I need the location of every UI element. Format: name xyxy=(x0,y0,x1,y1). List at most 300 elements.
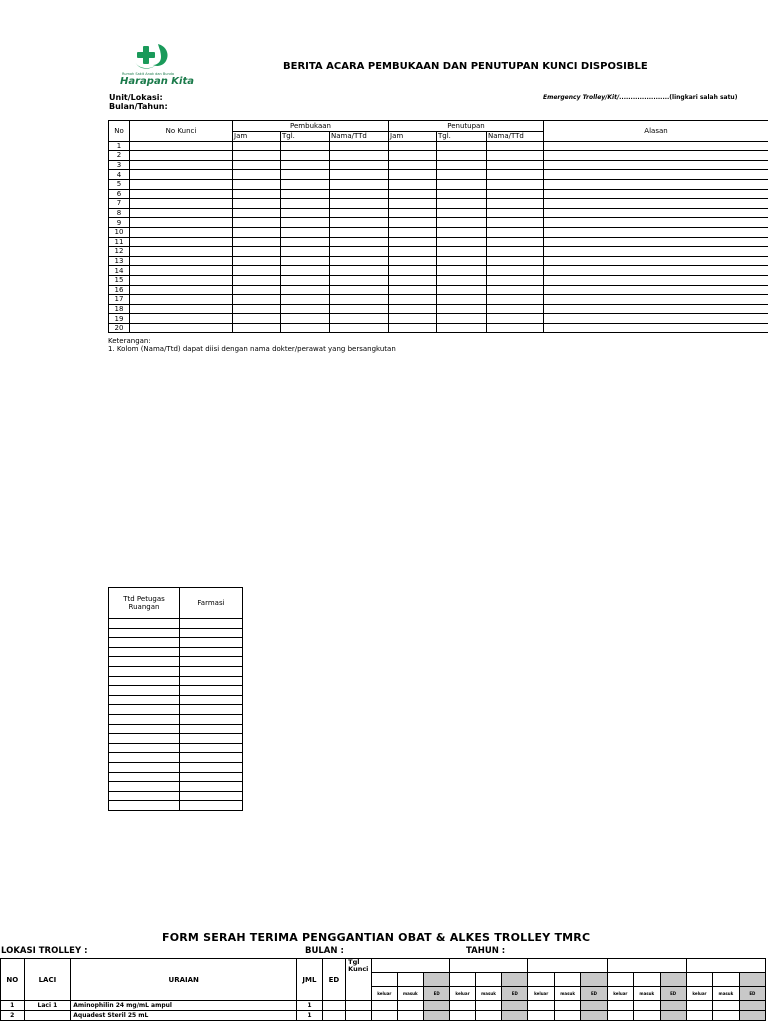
signature-row xyxy=(109,686,243,696)
unit-label: Unit/Lokasi: xyxy=(109,93,163,102)
logo-name: Harapan Kita xyxy=(120,76,195,87)
table-cell[interactable] xyxy=(330,295,389,305)
table-cell[interactable] xyxy=(233,247,281,257)
table-cell[interactable] xyxy=(389,304,437,314)
group-subheader-blank xyxy=(739,973,765,987)
signature-cell[interactable] xyxy=(180,666,243,676)
table-cell[interactable] xyxy=(130,141,233,151)
table-cell[interactable] xyxy=(346,1011,372,1021)
table-cell[interactable] xyxy=(544,199,768,209)
key-table-row xyxy=(109,208,768,218)
table-cell[interactable] xyxy=(389,189,437,199)
table-cell[interactable] xyxy=(130,295,233,305)
table-cell[interactable] xyxy=(330,247,389,257)
signature-row xyxy=(109,772,243,782)
table-cell[interactable] xyxy=(281,304,330,314)
table-cell[interactable] xyxy=(487,151,544,161)
signature-cell[interactable] xyxy=(109,705,180,715)
table-cell[interactable] xyxy=(130,199,233,209)
group-subheader-blank xyxy=(607,973,633,987)
table-cell[interactable] xyxy=(739,1001,765,1011)
table-cell[interactable] xyxy=(487,314,544,324)
table-cell[interactable] xyxy=(713,1001,740,1011)
table-cell[interactable] xyxy=(233,266,281,276)
signature-row xyxy=(109,791,243,801)
table-cell[interactable] xyxy=(281,151,330,161)
table-cell[interactable] xyxy=(389,218,437,228)
table-cell[interactable] xyxy=(389,275,437,285)
table-cell[interactable] xyxy=(281,227,330,237)
table-cell[interactable] xyxy=(450,1001,476,1011)
table-cell[interactable] xyxy=(450,1011,476,1021)
table-cell[interactable] xyxy=(544,227,768,237)
table-cell[interactable] xyxy=(233,304,281,314)
table-cell[interactable] xyxy=(130,170,233,180)
table-cell[interactable] xyxy=(330,266,389,276)
table-cell[interactable] xyxy=(487,285,544,295)
table-cell[interactable] xyxy=(281,285,330,295)
signature-cell[interactable] xyxy=(180,753,243,763)
table-cell[interactable] xyxy=(389,314,437,324)
table-cell[interactable] xyxy=(389,295,437,305)
table-cell[interactable] xyxy=(130,256,233,266)
table-cell[interactable] xyxy=(686,1011,712,1021)
table-cell[interactable] xyxy=(130,285,233,295)
signature-cell[interactable] xyxy=(180,638,243,648)
signature-cell[interactable] xyxy=(109,714,180,724)
table-cell[interactable] xyxy=(233,199,281,209)
table-cell[interactable] xyxy=(281,218,330,228)
table-cell[interactable] xyxy=(487,247,544,257)
table-cell[interactable] xyxy=(389,227,437,237)
table-cell[interactable] xyxy=(389,199,437,209)
table-cell[interactable] xyxy=(389,247,437,257)
table-cell[interactable] xyxy=(502,1011,528,1021)
signature-header xyxy=(109,588,243,619)
key-table-row xyxy=(109,160,768,170)
table-cell[interactable] xyxy=(397,1011,424,1021)
table-cell[interactable] xyxy=(424,1011,450,1021)
table-cell[interactable] xyxy=(660,1011,686,1021)
table-cell[interactable] xyxy=(130,151,233,161)
key-table-row xyxy=(109,170,768,180)
table-cell[interactable] xyxy=(607,1011,633,1021)
table-cell[interactable] xyxy=(281,189,330,199)
signature-cell[interactable] xyxy=(180,762,243,772)
table-cell[interactable] xyxy=(330,199,389,209)
year-label: TAHUN : xyxy=(466,946,506,956)
table-cell[interactable] xyxy=(437,170,487,180)
table-cell[interactable] xyxy=(130,247,233,257)
table-cell[interactable] xyxy=(389,285,437,295)
signature-cell[interactable] xyxy=(180,791,243,801)
table-cell[interactable] xyxy=(528,1001,554,1011)
signature-cell[interactable] xyxy=(109,638,180,648)
table-cell[interactable] xyxy=(686,1001,712,1011)
table-cell[interactable] xyxy=(389,266,437,276)
table-cell[interactable] xyxy=(330,141,389,151)
table-cell[interactable] xyxy=(281,179,330,189)
table-cell[interactable] xyxy=(330,227,389,237)
table-cell[interactable] xyxy=(130,323,233,333)
signature-cell[interactable] xyxy=(180,695,243,705)
table-cell[interactable] xyxy=(281,323,330,333)
signature-cell[interactable] xyxy=(109,801,180,811)
table-cell[interactable] xyxy=(437,199,487,209)
table-cell[interactable] xyxy=(487,266,544,276)
signature-cell[interactable] xyxy=(109,743,180,753)
table-cell[interactable] xyxy=(281,314,330,324)
table-cell[interactable] xyxy=(437,314,487,324)
table-cell[interactable] xyxy=(487,160,544,170)
cell-drawer: Laci 1 xyxy=(24,1001,71,1011)
table-cell[interactable] xyxy=(233,275,281,285)
table-cell[interactable] xyxy=(544,256,768,266)
table-cell[interactable] xyxy=(607,1001,633,1011)
table-cell[interactable] xyxy=(233,227,281,237)
key-table-header xyxy=(109,121,768,132)
group-3 xyxy=(528,959,607,973)
table-cell[interactable] xyxy=(544,218,768,228)
group-subheader-blank xyxy=(686,973,712,987)
table-cell[interactable] xyxy=(397,1001,424,1011)
table-cell[interactable] xyxy=(544,160,768,170)
signature-cell[interactable] xyxy=(109,686,180,696)
table-cell[interactable] xyxy=(233,189,281,199)
table-cell[interactable] xyxy=(130,160,233,170)
table-cell[interactable] xyxy=(487,189,544,199)
table-cell[interactable] xyxy=(281,208,330,218)
row-number: 14 xyxy=(109,266,130,276)
table-cell[interactable] xyxy=(233,179,281,189)
signature-cell[interactable] xyxy=(180,647,243,657)
key-table-row xyxy=(109,295,768,305)
table-cell[interactable] xyxy=(330,304,389,314)
table-cell[interactable] xyxy=(437,227,487,237)
table-cell[interactable] xyxy=(389,151,437,161)
table-cell[interactable] xyxy=(389,323,437,333)
row-number: 1 xyxy=(109,141,130,151)
row-number: 3 xyxy=(109,160,130,170)
table-cell[interactable] xyxy=(130,314,233,324)
table-cell[interactable] xyxy=(487,208,544,218)
cell-desc: Aminophilin 24 mg/mL ampul xyxy=(71,1001,297,1011)
signature-cell[interactable] xyxy=(109,676,180,686)
table-cell[interactable] xyxy=(554,1001,581,1011)
signature-row xyxy=(109,628,243,638)
table-cell[interactable] xyxy=(281,266,330,276)
table-cell[interactable] xyxy=(389,237,437,247)
signature-cell[interactable] xyxy=(109,772,180,782)
row-number: 8 xyxy=(109,208,130,218)
table-cell[interactable] xyxy=(372,1001,398,1011)
table-cell[interactable] xyxy=(437,304,487,314)
table-cell[interactable] xyxy=(487,170,544,180)
table-cell[interactable] xyxy=(487,179,544,189)
table-cell[interactable] xyxy=(487,304,544,314)
sub-close-time: Jam xyxy=(389,132,437,142)
sub-out: keluar xyxy=(528,987,554,1001)
table-cell[interactable] xyxy=(487,218,544,228)
table-cell[interactable] xyxy=(437,141,487,151)
table-cell[interactable] xyxy=(544,285,768,295)
table-cell[interactable] xyxy=(281,256,330,266)
table-cell[interactable] xyxy=(330,170,389,180)
table-cell[interactable] xyxy=(437,256,487,266)
table-cell[interactable] xyxy=(389,141,437,151)
group-subheader-blank xyxy=(713,973,740,987)
signature-row xyxy=(109,743,243,753)
table-cell[interactable] xyxy=(330,256,389,266)
table-cell[interactable] xyxy=(233,237,281,247)
table-cell[interactable] xyxy=(130,237,233,247)
table-cell[interactable] xyxy=(330,151,389,161)
notes-title: Keterangan: xyxy=(108,337,151,345)
table-cell[interactable] xyxy=(544,266,768,276)
table-cell[interactable] xyxy=(233,141,281,151)
table-cell[interactable] xyxy=(437,295,487,305)
row-number: 4 xyxy=(109,170,130,180)
table-cell[interactable] xyxy=(330,237,389,247)
signature-cell[interactable] xyxy=(180,772,243,782)
signature-cell[interactable] xyxy=(109,695,180,705)
table-cell[interactable] xyxy=(130,304,233,314)
table-row xyxy=(1,1001,766,1011)
signature-row xyxy=(109,695,243,705)
table-cell[interactable] xyxy=(424,1001,450,1011)
table-cell[interactable] xyxy=(544,208,768,218)
table-cell[interactable] xyxy=(437,151,487,161)
table-cell[interactable] xyxy=(487,275,544,285)
table-cell[interactable] xyxy=(544,151,768,161)
signature-cell[interactable] xyxy=(109,762,180,772)
signature-cell[interactable] xyxy=(109,734,180,744)
table-cell[interactable] xyxy=(437,218,487,228)
location-label: LOKASI TROLLEY : xyxy=(1,946,88,956)
signature-cell[interactable] xyxy=(180,628,243,638)
table-cell[interactable] xyxy=(389,170,437,180)
table-cell[interactable] xyxy=(502,1001,528,1011)
sub-in: masuk xyxy=(634,987,661,1001)
signature-cell[interactable] xyxy=(180,676,243,686)
table-cell[interactable] xyxy=(330,179,389,189)
table-cell[interactable] xyxy=(581,1001,607,1011)
table-cell[interactable] xyxy=(330,208,389,218)
trolley-hint: (lingkari salah satu) xyxy=(669,94,738,101)
table-cell[interactable] xyxy=(437,323,487,333)
table-cell[interactable] xyxy=(233,170,281,180)
table-cell[interactable] xyxy=(130,189,233,199)
sub-in: masuk xyxy=(475,987,502,1001)
table-cell[interactable] xyxy=(713,1011,740,1021)
table-cell[interactable] xyxy=(130,266,233,276)
table-cell[interactable] xyxy=(330,218,389,228)
table-cell[interactable] xyxy=(437,160,487,170)
key-table-row xyxy=(109,304,768,314)
table-cell[interactable] xyxy=(437,275,487,285)
table-cell[interactable] xyxy=(437,179,487,189)
table-cell[interactable] xyxy=(581,1011,607,1021)
table-cell[interactable] xyxy=(130,275,233,285)
unit-block xyxy=(109,93,168,111)
table-cell[interactable] xyxy=(544,141,768,151)
table-cell[interactable] xyxy=(487,141,544,151)
table-cell[interactable] xyxy=(330,285,389,295)
table-cell[interactable] xyxy=(739,1011,765,1021)
table-cell[interactable] xyxy=(233,151,281,161)
table-cell[interactable] xyxy=(437,237,487,247)
table-cell[interactable] xyxy=(544,189,768,199)
table-cell[interactable] xyxy=(487,237,544,247)
signature-cell[interactable] xyxy=(109,753,180,763)
table-cell[interactable] xyxy=(330,314,389,324)
signature-cell[interactable] xyxy=(109,657,180,667)
table-cell[interactable] xyxy=(544,247,768,257)
table-cell[interactable] xyxy=(281,237,330,247)
table-cell[interactable] xyxy=(660,1001,686,1011)
cell-desc: Aquadest Steril 25 mL xyxy=(71,1011,297,1021)
table-cell[interactable] xyxy=(233,323,281,333)
table-cell[interactable] xyxy=(233,285,281,295)
sub-close-date: Tgl. xyxy=(437,132,487,142)
table-cell[interactable] xyxy=(322,1011,345,1021)
signature-row xyxy=(109,762,243,772)
table-cell[interactable] xyxy=(437,208,487,218)
signature-cell[interactable] xyxy=(180,743,243,753)
table-cell[interactable] xyxy=(389,160,437,170)
table-cell[interactable] xyxy=(281,295,330,305)
table-cell[interactable] xyxy=(233,256,281,266)
key-table-row xyxy=(109,227,768,237)
table-cell[interactable] xyxy=(233,208,281,218)
page-title: BERITA ACARA PEMBUKAAN DAN PENUTUPAN KUNCI DISPOSIBLE xyxy=(283,61,648,72)
table-cell[interactable] xyxy=(130,208,233,218)
signature-row xyxy=(109,724,243,734)
table-cell[interactable] xyxy=(475,1011,502,1021)
group-1 xyxy=(372,959,450,973)
table-cell[interactable] xyxy=(437,247,487,257)
trolley-prefix: Emergency Trolley/Kit/ xyxy=(543,94,620,101)
table-cell[interactable] xyxy=(281,160,330,170)
key-table-row xyxy=(109,218,768,228)
table-cell[interactable] xyxy=(281,275,330,285)
table-cell[interactable] xyxy=(487,256,544,266)
col-quantity: JML xyxy=(297,959,323,1001)
table-cell[interactable] xyxy=(475,1001,502,1011)
table-cell[interactable] xyxy=(130,227,233,237)
table-cell[interactable] xyxy=(330,275,389,285)
table-cell[interactable] xyxy=(544,170,768,180)
cell-no: 2 xyxy=(1,1011,25,1021)
table-cell[interactable] xyxy=(487,199,544,209)
signature-row xyxy=(109,619,243,629)
table-cell[interactable] xyxy=(281,141,330,151)
table-cell[interactable] xyxy=(437,189,487,199)
table-cell[interactable] xyxy=(487,323,544,333)
table-cell[interactable] xyxy=(544,179,768,189)
signature-cell[interactable] xyxy=(180,734,243,744)
table-cell[interactable] xyxy=(330,323,389,333)
table-cell[interactable] xyxy=(437,266,487,276)
signature-cell[interactable] xyxy=(180,705,243,715)
table-cell[interactable] xyxy=(233,314,281,324)
month-label: BULAN : xyxy=(305,946,344,956)
signature-cell[interactable] xyxy=(180,619,243,629)
col-key-number: No Kunci xyxy=(130,121,233,142)
table-cell[interactable] xyxy=(233,218,281,228)
signature-row xyxy=(109,666,243,676)
signature-cell[interactable] xyxy=(180,657,243,667)
table-cell[interactable] xyxy=(437,285,487,295)
signature-cell[interactable] xyxy=(109,791,180,801)
signature-cell[interactable] xyxy=(180,686,243,696)
row-number: 7 xyxy=(109,199,130,209)
sub-out: keluar xyxy=(450,987,476,1001)
key-table-row xyxy=(109,141,768,151)
table-cell[interactable] xyxy=(389,179,437,189)
table-cell[interactable] xyxy=(544,304,768,314)
group-subheader-blank xyxy=(660,973,686,987)
table-cell[interactable] xyxy=(487,295,544,305)
table-cell[interactable] xyxy=(322,1001,345,1011)
table-cell[interactable] xyxy=(130,218,233,228)
table-cell[interactable] xyxy=(372,1011,398,1021)
table-cell[interactable] xyxy=(330,160,389,170)
table-cell[interactable] xyxy=(544,314,768,324)
col-drawer: LACI xyxy=(24,959,71,1001)
replacement-table xyxy=(0,958,766,1021)
signature-cell[interactable] xyxy=(109,782,180,792)
table-cell[interactable] xyxy=(528,1011,554,1021)
signature-cell[interactable] xyxy=(109,666,180,676)
table-cell[interactable] xyxy=(634,1001,661,1011)
trolley-dots: ...................... xyxy=(619,94,670,101)
signature-cell[interactable] xyxy=(109,628,180,638)
table-cell[interactable] xyxy=(281,170,330,180)
table-cell[interactable] xyxy=(346,1001,372,1011)
table-cell[interactable] xyxy=(554,1011,581,1021)
table-cell[interactable] xyxy=(544,295,768,305)
table-cell[interactable] xyxy=(634,1011,661,1021)
table-cell[interactable] xyxy=(544,323,768,333)
key-table-row xyxy=(109,323,768,333)
col-no: No xyxy=(109,121,130,142)
table-cell[interactable] xyxy=(233,160,281,170)
table-cell[interactable] xyxy=(487,227,544,237)
signature-cell[interactable] xyxy=(180,801,243,811)
table-cell[interactable] xyxy=(130,179,233,189)
row-number: 6 xyxy=(109,189,130,199)
signature-cell[interactable] xyxy=(180,724,243,734)
sub-in: masuk xyxy=(554,987,581,1001)
table-cell[interactable] xyxy=(389,208,437,218)
key-table-row xyxy=(109,199,768,209)
table-cell[interactable] xyxy=(544,275,768,285)
table-cell[interactable] xyxy=(281,247,330,257)
form2-title: FORM SERAH TERIMA PENGGANTIAN OBAT & ALKES TROLLEY TMRC xyxy=(162,931,591,944)
table-cell[interactable] xyxy=(389,256,437,266)
signature-cell[interactable] xyxy=(180,782,243,792)
table-cell[interactable] xyxy=(544,237,768,247)
table-cell[interactable] xyxy=(233,295,281,305)
cell-qty: 1 xyxy=(297,1001,323,1011)
signature-cell[interactable] xyxy=(109,647,180,657)
table-cell[interactable] xyxy=(281,199,330,209)
signature-cell[interactable] xyxy=(180,714,243,724)
signature-cell[interactable] xyxy=(109,724,180,734)
table-cell[interactable] xyxy=(330,189,389,199)
signature-cell[interactable] xyxy=(109,619,180,629)
